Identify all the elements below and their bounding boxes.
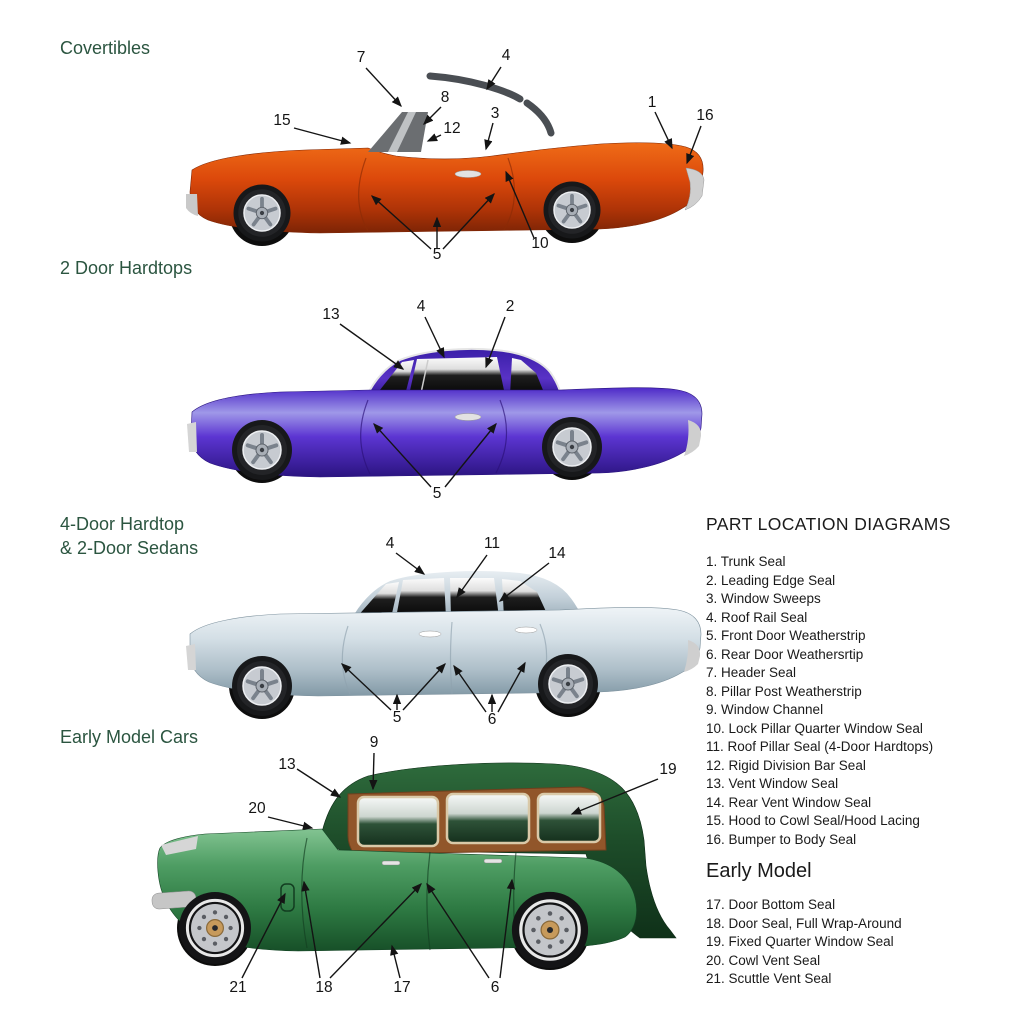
- legend-item: 2. Leading Edge Seal: [706, 572, 836, 588]
- legend-item: 1. Trunk Seal: [706, 554, 786, 569]
- section-title-four-door-line1: 4-Door Hardtop: [60, 514, 185, 534]
- parts-legend: [706, 514, 1021, 989]
- legend-title: PART LOCATION DIAGRAMS: [706, 514, 951, 534]
- callout-label: 17: [393, 979, 411, 996]
- two-door-hardtop-diagram: [187, 298, 702, 502]
- callout-label: 14: [548, 545, 566, 562]
- callout-label: 15: [273, 112, 291, 129]
- callout-label: 13: [322, 306, 340, 323]
- callout-label: 2: [505, 298, 515, 315]
- legend-item: 17. Door Bottom Seal: [706, 897, 836, 912]
- legend-item: 7. Header Seal: [706, 665, 797, 680]
- callout-label: 6: [490, 979, 500, 996]
- legend-item: 13. Vent Window Seal: [706, 776, 839, 791]
- early-model-diagram: [151, 734, 676, 996]
- two-door-hardtop-car-illustration: [187, 349, 702, 483]
- legend-item: 10. Lock Pillar Quarter Window Seal: [706, 720, 923, 736]
- callout-label: 18: [315, 979, 333, 996]
- section-title-convertibles: Covertibles: [60, 38, 151, 58]
- four-door-hardtop-diagram: [186, 535, 701, 728]
- legend-item: 14. Rear Vent Window Seal: [706, 794, 872, 810]
- legend-item: 20. Cowl Vent Seal: [706, 952, 821, 968]
- legend-item: 11. Roof Pillar Seal (4-Door Hardtops): [706, 739, 934, 754]
- legend-item: 15. Hood to Cowl Seal/Hood Lacing: [706, 813, 920, 828]
- legend-item: 12. Rigid Division Bar Seal: [706, 757, 866, 773]
- callout-label: 5: [432, 246, 442, 263]
- legend-subtitle-early-model: Early Model: [706, 860, 812, 882]
- legend-item: 8. Pillar Post Weatherstrip: [706, 683, 862, 699]
- legend-item: 18. Door Seal, Full Wrap-Around: [706, 915, 902, 931]
- callout-label: 1: [647, 94, 657, 111]
- callout-label: 21: [229, 979, 247, 996]
- section-title-early-model-cars: Early Model Cars: [60, 727, 199, 747]
- legend-item: 21. Scuttle Vent Seal: [706, 971, 832, 986]
- callout-label: 19: [659, 761, 677, 778]
- callout-label: 4: [501, 47, 511, 64]
- section-title-four-door: [60, 512, 198, 560]
- callout-label: 13: [278, 756, 296, 773]
- callout-label: 5: [392, 709, 402, 726]
- legend-item: 19. Fixed Quarter Window Seal: [706, 934, 894, 949]
- section-title-two-door-hardtops: 2 Door Hardtops: [60, 258, 193, 278]
- section-title-four-door-line2: & 2-Door Sedans: [60, 538, 199, 558]
- early-model-car-illustration: [151, 763, 676, 970]
- callout-label: 4: [416, 298, 426, 315]
- legend-item: 5. Front Door Weatherstrip: [706, 628, 866, 643]
- callout-label: 8: [440, 89, 450, 106]
- callout-label: 11: [483, 535, 501, 552]
- convertible-diagram: [186, 47, 714, 263]
- legend-item: 6. Rear Door Weathersrtip: [706, 646, 864, 662]
- legend-item: 16. Bumper to Body Seal: [706, 831, 857, 847]
- legend-item: 4. Roof Rail Seal: [706, 609, 808, 625]
- callout-label: 4: [385, 535, 395, 552]
- callout-label: 16: [696, 107, 714, 124]
- callout-label: 6: [487, 711, 497, 728]
- callout-label: 12: [443, 120, 461, 137]
- four-door-car-illustration: [186, 570, 701, 719]
- legend-item: 9. Window Channel: [706, 702, 824, 717]
- callout-label: 20: [248, 800, 266, 817]
- legend-item: 3. Window Sweeps: [706, 591, 821, 606]
- callout-label: 3: [490, 105, 500, 122]
- callout-label: 5: [432, 485, 442, 502]
- callout-label: 7: [356, 49, 366, 66]
- callout-label: 9: [369, 734, 379, 751]
- callout-label: 10: [531, 235, 549, 252]
